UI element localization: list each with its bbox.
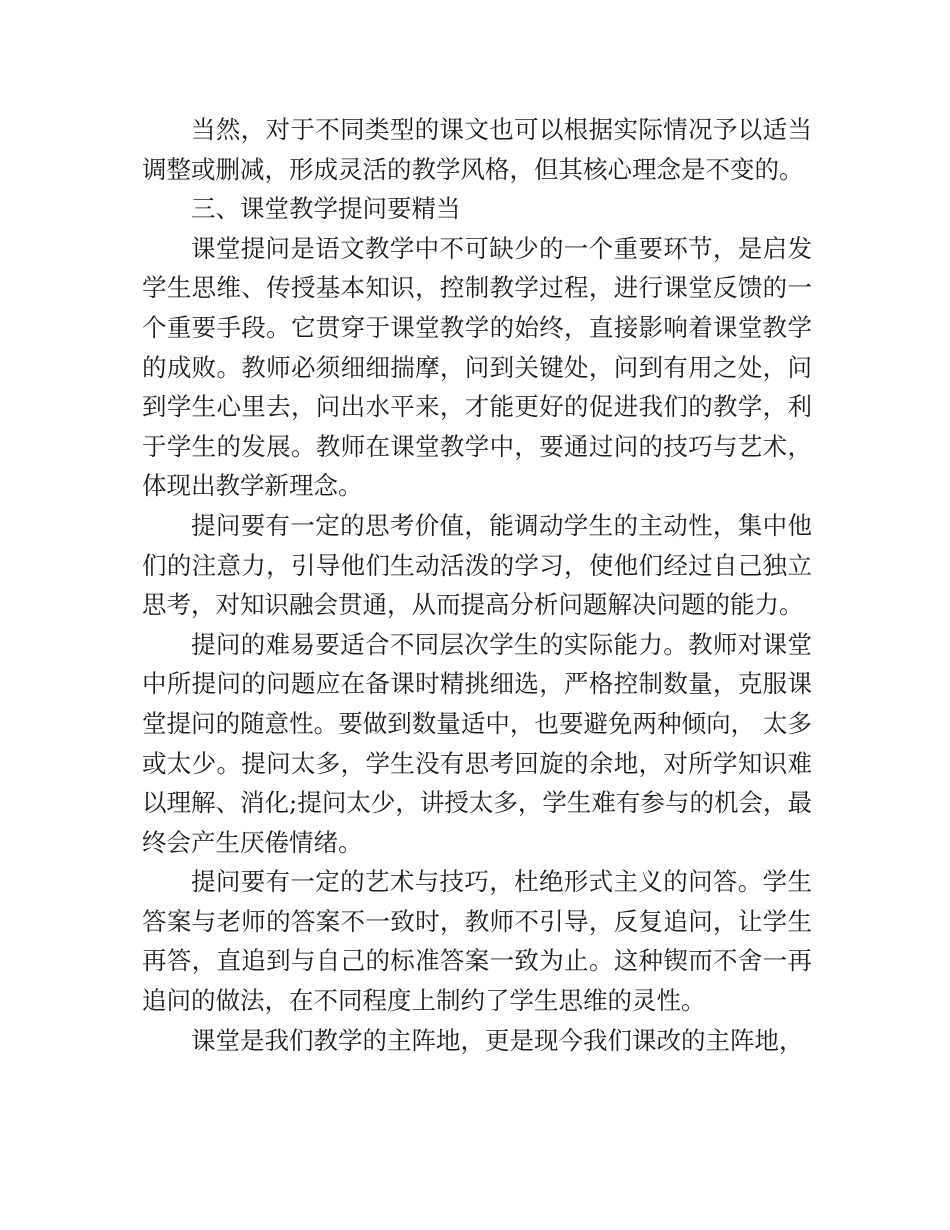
paragraph-difficulty-level: 提问的难易要适合不同层次学生的实际能力。教师对课堂中所提问的问题应在备课时精挑细选，严格控制数量，克服课堂提问的随意性。要做到数量适中，也要避免两种倾向， 太多或太少。提问太多，学生没有思考回旋的余地，对所学知识难以理解、消化;提问太少，讲授太多，学生难有参与的机会，最终会产生厌倦情绪。 [142,629,812,857]
paragraph-classroom-main-position: 课堂是我们教学的主阵地，更是现今我们课改的主阵地， [191,1025,804,1055]
paragraph-questioning-importance: 课堂提问是语文教学中不可缺少的一个重要环节，是启发学生思维、传授基本知识，控制教学过程，进行课堂反馈的一个重要手段。它贯穿于课堂教学的始终，直接影响着课堂教学的成败。教师必须细细揣摩，问到关键处，问到有用之处，问到学生心里去，问出水平来，才能更好的促进我们的教学，利于学生的发展。教师在课堂教学中，要通过问的技巧与艺术，体现出教学新理念。 [142,233,812,501]
paragraph-intro-conclusion: 当然，对于不同类型的课文也可以根据实际情况予以适当调整或删减，形成灵活的教学风格，但其核心理念是不变的。 [142,115,812,184]
section-heading: 三、课堂教学提问要精当 [191,194,461,224]
paragraph-art-and-technique: 提问要有一定的艺术与技巧，杜绝形式主义的问答。学生答案与老师的答案不一致时，教师不引导，反复追问，让学生再答，直追到与自己的标准答案一致为止。这种锲而不舍一再追问的做法，在不同程度上制约了学生思维的灵性。 [142,867,812,1016]
paragraph-thinking-value: 提问要有一定的思考价值，能调动学生的主动性，集中他们的注意力，引导他们生动活泼的学习，使他们经过自己独立思考，对知识融会贯通，从而提高分析问题解决问题的能力。 [142,510,812,620]
document-page [142,110,812,1060]
